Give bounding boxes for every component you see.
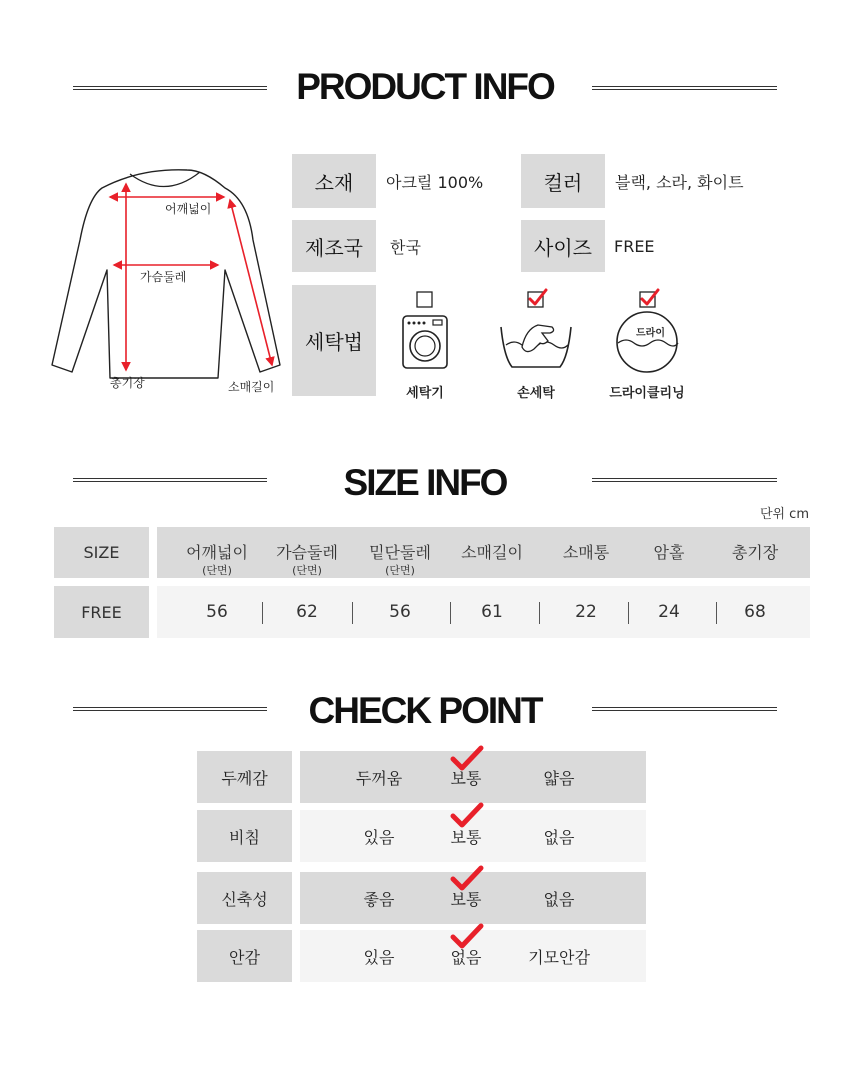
origin-label: 제조국 (292, 220, 376, 272)
column-name: 어깨넓이 (186, 543, 248, 562)
wash-option-label: 세탁기 (406, 386, 444, 401)
check-point-title: CHECK POINT (308, 690, 542, 731)
column-name: 소매통 (562, 543, 610, 562)
size-table-row (157, 586, 810, 638)
column-name: 소매길이 (461, 543, 523, 562)
checkpoint-label: 두께감 (197, 751, 292, 803)
shoulder-label: 어깨넓이 (165, 202, 212, 216)
checkpoint-option-selected: 보통 (450, 768, 482, 788)
size-row-cell: FREE (54, 586, 149, 638)
column-sub: (단면) (385, 564, 415, 577)
title-rule-right (592, 86, 777, 90)
column-sub: (단면) (292, 564, 322, 577)
checkpoint-option-selected: 없음 (450, 947, 482, 967)
column-header (715, 527, 795, 578)
size-value-cell: 62 (296, 602, 318, 622)
column-divider (716, 602, 717, 624)
color-value: 블랙, 소라, 화이트 (615, 172, 744, 192)
product-info-title: PRODUCT INFO (296, 66, 554, 107)
column-header (629, 527, 709, 578)
wash-option-label: 드라이클리닝 (609, 386, 685, 401)
checkpoint-option: 두꺼움 (355, 768, 403, 788)
checkpoint-option-selected: 보통 (450, 827, 482, 847)
size-value-cell: 24 (658, 602, 680, 622)
hand-wash-icon (496, 287, 576, 375)
column-divider (539, 602, 540, 624)
size-value-cell: 56 (206, 602, 228, 622)
dry-clean-icon-text: 드라이 (636, 328, 665, 339)
column-name: 암홀 (653, 543, 685, 562)
checkpoint-option: 얇음 (543, 768, 575, 788)
wash-option-dryclean (602, 287, 692, 402)
wash-option-label: 손세탁 (517, 386, 555, 401)
size-header-cell: SIZE (54, 527, 149, 578)
red-check-icon (450, 923, 484, 951)
checkpoint-option: 없음 (543, 889, 575, 909)
column-divider (352, 602, 353, 624)
column-header (177, 527, 257, 578)
column-name: 가슴둘레 (276, 543, 338, 562)
checkpoint-label: 신축성 (197, 872, 292, 924)
wash-option-hand (496, 287, 576, 402)
column-divider (262, 602, 263, 624)
size-value-cell: 68 (744, 602, 766, 622)
column-name: 총기장 (731, 543, 779, 562)
size-table-header (157, 527, 810, 578)
length-label: 총기장 (110, 376, 145, 390)
column-header (360, 527, 440, 578)
column-divider (628, 602, 629, 624)
washing-machine-icon (395, 290, 455, 372)
title-rule-right (592, 707, 777, 711)
checkpoint-label: 비침 (197, 810, 292, 862)
size-value-cell: 56 (389, 602, 411, 622)
column-name: 밑단둘레 (369, 543, 431, 562)
column-sub: (단면) (202, 564, 232, 577)
title-rule-right (592, 478, 777, 482)
unit-label: 단위 cm (759, 507, 809, 522)
checkpoint-option: 좋음 (363, 889, 395, 909)
garment-diagram (50, 160, 285, 400)
sleeve-label: 소매길이 (228, 380, 275, 394)
red-check-icon (450, 802, 484, 830)
checkpoint-label: 안감 (197, 930, 292, 982)
column-header (546, 527, 626, 578)
origin-value: 한국 (390, 237, 421, 257)
color-label: 컬러 (521, 154, 605, 208)
column-header (452, 527, 532, 578)
checkpoint-option-selected: 보통 (450, 889, 482, 909)
chest-label: 가슴둘레 (140, 270, 187, 284)
size-value-cell: 22 (575, 602, 597, 622)
checkpoint-option: 없음 (543, 827, 575, 847)
checkpoint-option: 있음 (363, 947, 395, 967)
red-check-icon (450, 865, 484, 893)
material-value: 아크릴 100% (386, 172, 484, 192)
size-value-cell: 61 (481, 602, 503, 622)
column-divider (450, 602, 451, 624)
size-value: FREE (614, 236, 655, 256)
wash-option-machine (395, 290, 455, 402)
material-label: 소재 (292, 154, 376, 208)
column-header (267, 527, 347, 578)
size-info-title: SIZE INFO (343, 462, 507, 503)
wash-label: 세탁법 (292, 285, 376, 396)
checkpoint-option: 있음 (363, 827, 395, 847)
size-label: 사이즈 (521, 220, 605, 272)
red-check-icon (450, 745, 484, 773)
checkpoint-option: 기모안감 (528, 947, 590, 967)
